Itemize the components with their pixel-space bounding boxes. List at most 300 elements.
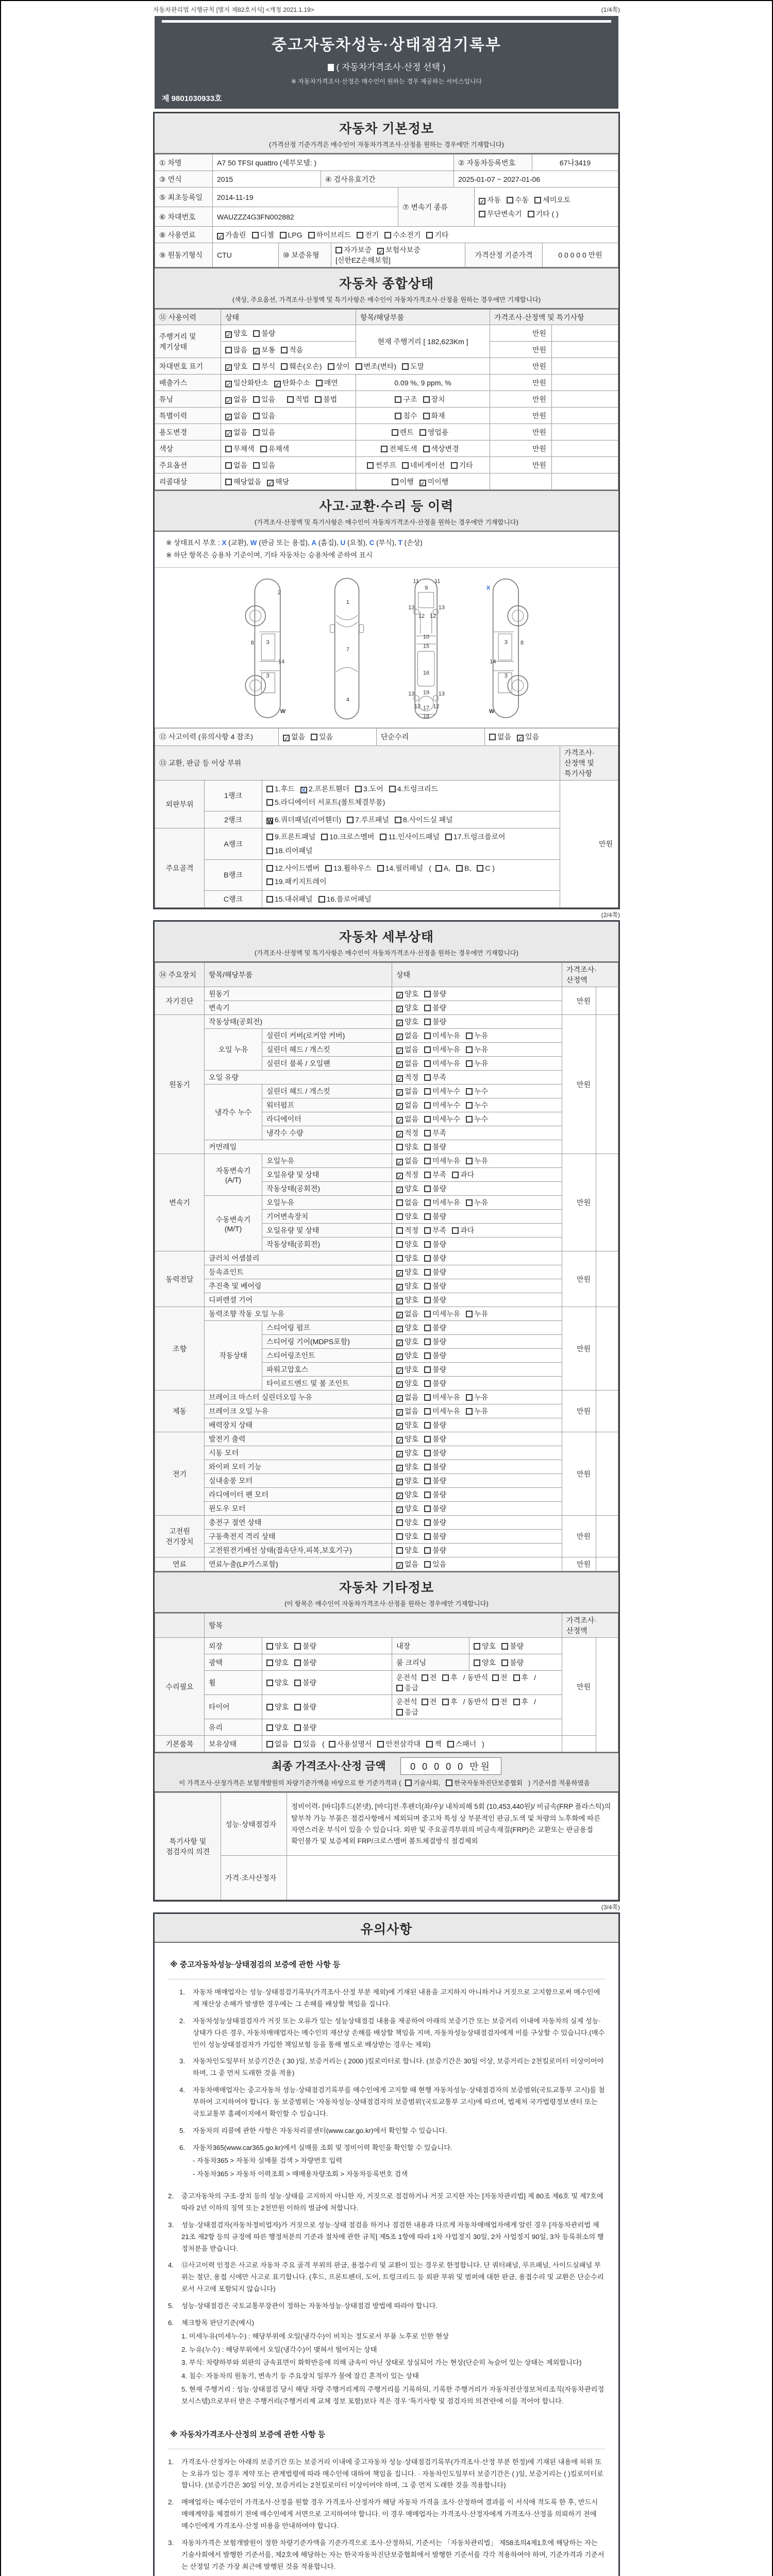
checkbox[interactable] [492, 1699, 499, 1705]
checkbox[interactable] [266, 865, 273, 872]
checkbox-option [474, 1658, 496, 1667]
checkbox[interactable] [396, 1227, 403, 1234]
checkbox[interactable] [466, 1158, 473, 1164]
checkbox-checked[interactable]: ✓ [397, 1285, 402, 1292]
checkbox-checked[interactable]: ✓ [397, 1118, 402, 1125]
checkbox[interactable] [424, 1422, 431, 1429]
checkbox-label: 불량 [303, 1658, 317, 1667]
checkbox[interactable] [424, 1032, 431, 1039]
checkbox[interactable] [294, 1680, 301, 1686]
checkbox[interactable] [225, 462, 232, 469]
checkbox-option [328, 362, 350, 370]
checkbox[interactable] [424, 1505, 431, 1512]
checkbox-checked[interactable]: ✓ [397, 1507, 402, 1514]
checkbox-label: 일산화탄소 [233, 378, 268, 387]
checkbox[interactable] [253, 363, 260, 370]
checkbox[interactable] [479, 211, 485, 217]
checkbox[interactable] [452, 1227, 459, 1234]
checkbox[interactable] [423, 413, 430, 419]
checkbox[interactable] [316, 380, 323, 386]
checkbox-checked[interactable]: ✓ [397, 1076, 402, 1083]
checkbox-option [311, 733, 333, 741]
detail-row: 오일 누유 실린더 커버(로커암 커버) ✓ 없음 미세누유 누유 [155, 1029, 618, 1043]
checkbox-checked[interactable]: ✓ [397, 1299, 402, 1306]
checkbox[interactable] [253, 413, 260, 419]
checkbox[interactable] [395, 817, 401, 823]
checkbox-checked[interactable]: ✓ [397, 1341, 402, 1347]
checkbox-option [396, 1031, 418, 1040]
checkbox-checked[interactable]: ✓ [397, 1396, 402, 1403]
section-detail-header [155, 922, 618, 962]
table-row: 많음 ✓ 보통 적음 만원 [155, 342, 618, 358]
checkbox[interactable] [396, 1709, 403, 1716]
checkbox[interactable] [424, 1185, 431, 1192]
checkbox-label: 양호 [405, 1254, 419, 1263]
accident-history-label: ⑫ 사고이력 (유의사항 4 참조) [155, 728, 279, 745]
price-option-select-line: ( 자동차가격조사·산정 선택 ) [162, 60, 611, 73]
section-etc-header [155, 1571, 618, 1613]
checkbox-checked[interactable]: ✓ [397, 1160, 402, 1166]
checkbox[interactable] [281, 363, 288, 370]
checkbox[interactable] [266, 1643, 273, 1650]
checkbox[interactable] [424, 1144, 431, 1150]
checkbox[interactable] [266, 1704, 273, 1710]
checkbox[interactable] [424, 1269, 431, 1276]
checkbox-option [424, 1435, 446, 1443]
checkbox[interactable] [424, 1547, 431, 1554]
checkbox[interactable] [419, 429, 426, 436]
checkbox[interactable] [424, 991, 431, 997]
checkbox[interactable] [426, 232, 433, 239]
checkbox[interactable] [424, 1102, 431, 1109]
checkbox-option [456, 864, 471, 872]
checkbox-checked[interactable]: ✓ [397, 1062, 402, 1069]
checkbox-checked[interactable]: ✓ [275, 381, 280, 388]
checkbox-option [424, 1282, 446, 1290]
checkbox[interactable] [466, 1088, 473, 1095]
checkbox[interactable] [266, 1724, 273, 1731]
checkbox-label: 불량 [432, 1463, 447, 1471]
checkbox[interactable] [424, 1130, 431, 1137]
checkbox[interactable] [424, 1172, 431, 1178]
checkbox-checked[interactable]: ✓ [480, 198, 485, 205]
checkbox[interactable] [402, 462, 409, 469]
checkbox[interactable] [396, 1241, 403, 1248]
checkbox[interactable] [381, 446, 388, 452]
checkbox[interactable] [424, 1366, 431, 1373]
checkbox-option [424, 1157, 460, 1165]
checkbox-label: 자동 [487, 195, 501, 204]
checkbox[interactable] [424, 1436, 431, 1443]
checkbox[interactable] [424, 1074, 431, 1081]
checkbox-option [392, 478, 414, 486]
checkbox-option [281, 346, 303, 354]
checkbox[interactable] [392, 429, 398, 436]
checkbox[interactable] [424, 1492, 431, 1498]
checkbox-option [315, 395, 337, 403]
checkbox[interactable] [266, 848, 273, 854]
checkbox[interactable] [357, 232, 363, 239]
checkbox[interactable] [356, 363, 362, 370]
checkbox[interactable] [294, 1724, 301, 1731]
checkbox[interactable] [466, 1060, 473, 1067]
checkbox-label: 없음 [405, 1115, 419, 1124]
checkbox[interactable] [474, 1643, 480, 1650]
checkbox-checked[interactable]: ✓ [268, 480, 273, 487]
checkbox[interactable] [380, 834, 386, 840]
checkbox[interactable] [424, 1297, 431, 1303]
checkbox[interactable] [424, 1311, 431, 1317]
checkbox[interactable] [260, 446, 267, 452]
checkbox-label: 무채색 [233, 444, 255, 453]
checkbox-checked[interactable]: ✓ [397, 1188, 402, 1194]
checkbox-checked[interactable]: ✓ [518, 736, 523, 742]
checkbox[interactable] [442, 1699, 449, 1705]
checkbox[interactable] [446, 1780, 452, 1786]
checkbox-label: 한국자동차진단보증협회 [454, 1780, 523, 1787]
checkbox[interactable] [442, 1674, 449, 1681]
svg-text:7: 7 [346, 646, 349, 653]
checkbox-option [396, 1087, 418, 1095]
checkbox-label: 4.트렁크리드 [397, 784, 439, 793]
checkbox-checked[interactable]: ✓ [397, 1382, 402, 1389]
checkbox[interactable] [435, 865, 442, 872]
checkbox[interactable] [424, 1352, 431, 1359]
checkbox-checked[interactable]: ✓ [397, 1424, 402, 1431]
checkbox[interactable] [423, 396, 430, 403]
checkbox[interactable] [329, 1741, 335, 1748]
svg-text:13: 13 [408, 604, 415, 611]
checkbox[interactable] [396, 1255, 403, 1262]
checkbox[interactable] [422, 1674, 428, 1681]
checkbox-checked[interactable]: ✓ [397, 1021, 402, 1027]
checkbox[interactable] [424, 1325, 431, 1331]
checkbox[interactable] [445, 834, 452, 840]
checkbox-option [424, 1490, 446, 1499]
checkbox-label: 적정 [405, 1129, 419, 1138]
state-symbol-legend: ※ 상태표시 부호 : X (교환), W (판금 또는 용접), A (흠집), U (요철), C (부식), T (손상) [166, 539, 423, 547]
checkbox[interactable] [466, 1116, 473, 1123]
checkbox[interactable] [252, 232, 259, 239]
checkbox-mark-W[interactable]: W [267, 818, 273, 825]
checkbox-label: 누수 [474, 1101, 489, 1110]
checkbox[interactable] [396, 1533, 403, 1540]
svg-text:13: 13 [438, 690, 445, 697]
checkbox[interactable] [266, 896, 273, 903]
checkbox-option [424, 1351, 446, 1360]
checkbox[interactable] [318, 896, 325, 903]
checkbox[interactable] [392, 479, 398, 485]
checkbox-label: 불량 [432, 1532, 447, 1541]
checkbox[interactable] [424, 1464, 431, 1470]
checkbox-checked[interactable]: ✓ [397, 1480, 402, 1486]
checkbox[interactable] [466, 1102, 473, 1109]
checkbox-checked[interactable]: ✓ [218, 233, 223, 240]
checkbox-checked[interactable]: ✓ [397, 1048, 402, 1055]
checkbox-checked[interactable]: ✓ [397, 1271, 402, 1278]
checkbox-label: 불량 [303, 1703, 317, 1711]
checkbox[interactable] [477, 865, 483, 872]
checkbox-label: 영업용 [427, 428, 449, 436]
checkbox[interactable] [424, 1408, 431, 1415]
checkbox-checked[interactable]: ✓ [254, 348, 259, 355]
checkbox-label: 불량 [432, 1004, 447, 1012]
checkbox-checked[interactable]: ✓ [397, 1007, 402, 1013]
svg-text:19: 19 [423, 689, 430, 696]
checkbox-label: 미세누유 [432, 1198, 461, 1207]
checkbox[interactable] [294, 1741, 301, 1748]
checkbox[interactable] [294, 1659, 301, 1666]
checkbox[interactable] [501, 1643, 508, 1650]
checkbox-option [266, 877, 327, 886]
checkbox-checked[interactable]: ✓ [397, 1090, 402, 1097]
checkbox-label: 누수 [474, 1087, 489, 1096]
current-mileage-value: 현재 주행거리 [ 182,623Km ] [356, 325, 490, 358]
checkbox[interactable] [447, 1741, 454, 1748]
checkbox-checked[interactable]: ✓ [397, 1494, 402, 1500]
checkbox[interactable] [424, 1338, 431, 1345]
checkbox[interactable] [266, 1680, 273, 1686]
checkbox-label: 양호 [275, 1703, 289, 1711]
checkbox[interactable] [253, 396, 260, 403]
checkbox[interactable] [424, 1450, 431, 1456]
checkbox[interactable] [424, 1116, 431, 1123]
checkbox[interactable] [280, 232, 287, 239]
checkbox[interactable] [424, 1241, 431, 1248]
checkbox[interactable] [424, 1478, 431, 1484]
checkbox[interactable] [452, 1172, 459, 1178]
checkbox-checked[interactable]: ✓ [397, 993, 402, 999]
checkbox-label: 양호 [405, 1477, 419, 1485]
checkbox-option [266, 833, 315, 841]
checkbox-option [396, 1379, 418, 1387]
checkbox[interactable] [266, 878, 273, 885]
checkbox[interactable] [325, 865, 332, 872]
checkbox-checked[interactable]: ✓ [397, 1132, 402, 1139]
table-header-row: ⑬ 교환, 판금 등 이상 부위 가격조사·산정액 및 특기사항 [155, 745, 618, 780]
checkbox[interactable] [266, 834, 273, 840]
checkbox[interactable] [424, 1199, 431, 1206]
checkbox[interactable] [466, 1199, 473, 1206]
checkbox-label: 양호 [405, 1337, 419, 1346]
checkbox[interactable] [424, 1019, 431, 1025]
checkbox-option [466, 1407, 488, 1415]
checkbox[interactable] [281, 347, 288, 353]
checkbox[interactable] [266, 786, 273, 792]
checkbox-label: 기타 [459, 461, 473, 469]
checkbox[interactable] [266, 799, 273, 806]
checkbox[interactable] [396, 1199, 403, 1206]
checkbox-checked[interactable]: ✓ [397, 1368, 402, 1375]
checkbox-option [347, 816, 389, 824]
checkbox-checked[interactable]: ✓ [397, 1035, 402, 1041]
checkbox[interactable] [424, 1005, 431, 1011]
detail-row: 실린더 헤드 / 개스킷 ✓ 없음 미세누유 누유 [155, 1043, 618, 1057]
checkbox[interactable] [422, 1699, 428, 1705]
checkbox-option [308, 231, 351, 239]
checkbox[interactable] [424, 1533, 431, 1540]
checkbox-checked[interactable]: ✓ [397, 1313, 402, 1319]
checkbox-mark-X[interactable]: X [300, 787, 307, 793]
notice-body [155, 1943, 618, 2576]
checkbox-option [377, 1740, 421, 1748]
checkbox[interactable] [424, 1394, 431, 1401]
checkbox[interactable] [225, 347, 232, 353]
checkbox[interactable] [395, 413, 401, 419]
checkbox[interactable] [377, 865, 384, 872]
checkbox[interactable] [355, 786, 362, 792]
checkbox[interactable] [335, 247, 342, 253]
checkbox-checked[interactable]: ✓ [284, 736, 289, 742]
checkbox[interactable] [253, 429, 260, 436]
checkbox[interactable] [426, 1741, 433, 1748]
checkbox[interactable] [308, 232, 315, 239]
checkbox[interactable] [253, 462, 260, 469]
checkbox[interactable] [424, 1283, 431, 1290]
detail-row: 스티어링 기어(MDPS포함) ✓ 양호 불량 [155, 1335, 618, 1349]
checkbox-option [405, 1780, 440, 1787]
accident-history-table [155, 728, 618, 746]
checkbox[interactable] [424, 1519, 431, 1526]
checkbox[interactable] [396, 1213, 403, 1220]
checkbox[interactable] [424, 1227, 431, 1234]
checkbox-checked[interactable]: ✓ [226, 431, 231, 437]
checkbox-option [287, 395, 309, 403]
checkbox[interactable] [492, 1674, 499, 1681]
checkbox-checked[interactable]: ✓ [397, 1563, 402, 1570]
checkbox[interactable] [466, 1311, 473, 1317]
svg-text:9: 9 [425, 585, 428, 591]
checkbox[interactable] [474, 1659, 480, 1666]
checkbox[interactable] [321, 834, 328, 840]
detail-row: 오일유량 및 상태 ✓ 적정 부족 과다 [155, 1168, 618, 1182]
checkbox-checked[interactable]: ✓ [397, 1354, 402, 1361]
checkbox[interactable] [405, 1780, 412, 1786]
checkbox[interactable] [501, 1659, 508, 1666]
checkbox-option [396, 1393, 418, 1401]
checkbox[interactable] [396, 1685, 403, 1691]
checkbox-label: 8.사이드실 패널 [402, 815, 453, 824]
checkbox-checked[interactable]: ✓ [397, 1174, 402, 1180]
checkbox[interactable] [424, 1088, 431, 1095]
checkbox[interactable] [367, 462, 374, 469]
checkbox[interactable] [328, 363, 334, 370]
checkbox[interactable] [424, 1561, 431, 1568]
checkbox-label: 적정 [405, 1171, 419, 1179]
detail-row: 디퍼렌셜 기어 ✓ 양호 불량 [155, 1293, 618, 1307]
checkbox[interactable] [395, 396, 401, 403]
checkbox[interactable] [266, 1741, 273, 1748]
checkbox-label: 없음 [405, 1045, 419, 1054]
checkbox-option [424, 1546, 446, 1554]
checkbox[interactable] [451, 462, 458, 469]
checkbox[interactable] [466, 1032, 473, 1039]
final-price-note [161, 1778, 612, 1787]
checkbox[interactable] [507, 197, 513, 204]
checkbox[interactable] [513, 1674, 520, 1681]
checkbox[interactable] [311, 734, 317, 740]
checkbox[interactable] [294, 1704, 301, 1710]
checkbox[interactable] [396, 1519, 403, 1526]
checkbox-checked[interactable]: ✓ [226, 414, 231, 421]
checkbox[interactable] [534, 197, 541, 204]
checkbox-checked[interactable]: ✓ [397, 1466, 402, 1472]
checkbox[interactable] [396, 1144, 403, 1150]
checkbox[interactable] [489, 734, 496, 740]
detail-row: 냉각수 누수 실린더 헤드 / 개스킷 ✓ 없음 미세누수 누수 [155, 1084, 618, 1098]
checkbox[interactable] [225, 479, 232, 485]
checkbox-option [225, 329, 247, 337]
checkbox[interactable] [456, 865, 463, 872]
checkbox-checked[interactable]: ✓ [226, 398, 231, 404]
table-header-row: 항목 가격조사·산정액 [155, 1614, 618, 1638]
checkbox[interactable] [423, 446, 430, 452]
checkbox[interactable] [513, 1699, 520, 1705]
checkbox-checked[interactable]: ✓ [397, 1104, 402, 1111]
checkbox[interactable] [424, 1380, 431, 1387]
basic-info-subtitle: (가격산정 기준가격은 매수인이 자동차가격조사·산정을 원하는 경우에만 기재합니다) [269, 141, 504, 148]
checkbox-label: 불량 [303, 1641, 317, 1650]
checkbox[interactable] [528, 211, 534, 217]
checkbox[interactable] [424, 1060, 431, 1067]
checkbox-option [513, 1673, 529, 1682]
checkbox-label: 양호 [405, 1184, 419, 1193]
checkbox[interactable] [225, 446, 232, 452]
checkbox[interactable] [347, 817, 354, 823]
checkbox-label: 불량 [432, 1421, 447, 1430]
checkbox[interactable] [315, 396, 322, 403]
checkbox[interactable] [424, 1255, 431, 1262]
checkbox-checked[interactable]: ✓ [378, 249, 383, 255]
checkbox[interactable] [466, 1408, 473, 1415]
checkbox-checked[interactable]: ✓ [226, 365, 231, 371]
checkbox-checked[interactable]: ✓ [397, 1327, 402, 1333]
checkbox[interactable] [294, 1643, 301, 1650]
checkbox[interactable] [424, 1213, 431, 1220]
table-row: 수리필요 외장 양호 불량 내장 양호 불량 만원 [155, 1638, 618, 1654]
checkbox-option [253, 412, 275, 420]
checkbox[interactable] [384, 232, 391, 239]
checkbox-option [507, 196, 529, 204]
checkbox[interactable] [287, 396, 294, 403]
checkbox[interactable] [266, 1659, 273, 1666]
checkbox[interactable] [424, 1158, 431, 1164]
checkbox[interactable] [402, 363, 409, 370]
checkbox-option [435, 864, 450, 872]
checkbox-checked[interactable]: ✓ [397, 1438, 402, 1445]
notice-item: 4. 자동차매매업자는 중고자동차 성능·상태점검기록부를 매수인에게 고지할 때 현행 자동차성능·상태점검자의 보증범위(국토교통부 고시)를 첨부하여 고지하여야 합니다. 동 보증범위는 '자동차성능·상태점검자의 보증범위'(국토교통부 고시)에 따르며, 법제처 국가법령정보센터 또는 국토교통부 홈페이지에서 확인할 수 있습니다. [179, 2086, 605, 2117]
checkbox[interactable] [389, 786, 396, 792]
checkbox[interactable] [466, 1046, 473, 1053]
checkbox-label: 있음 [319, 733, 333, 741]
checkbox-checked[interactable]: ✓ [420, 480, 426, 487]
option-text: ( [429, 863, 431, 872]
checkbox[interactable] [466, 1394, 473, 1401]
checkbox[interactable] [396, 1547, 403, 1554]
checkbox[interactable] [253, 330, 260, 337]
checkbox-option [318, 895, 372, 903]
checkbox-checked[interactable]: ✓ [397, 1452, 402, 1459]
checkbox[interactable] [424, 1046, 431, 1053]
detail-row: 수동변속기 (M/T) 오일누유 없음 미세누유 누유 [155, 1196, 618, 1210]
checkbox-label: 불량 [432, 1477, 447, 1485]
checkbox-option [225, 478, 261, 486]
checkbox-checked[interactable]: ✓ [226, 381, 231, 388]
table-row: 특별이력 ✓ 없음 있음 침수 화재 만원 [155, 408, 618, 424]
checkbox[interactable] [377, 1741, 384, 1748]
checkbox-checked[interactable]: ✓ [397, 1410, 402, 1417]
checkbox-checked[interactable]: ✓ [226, 332, 231, 338]
